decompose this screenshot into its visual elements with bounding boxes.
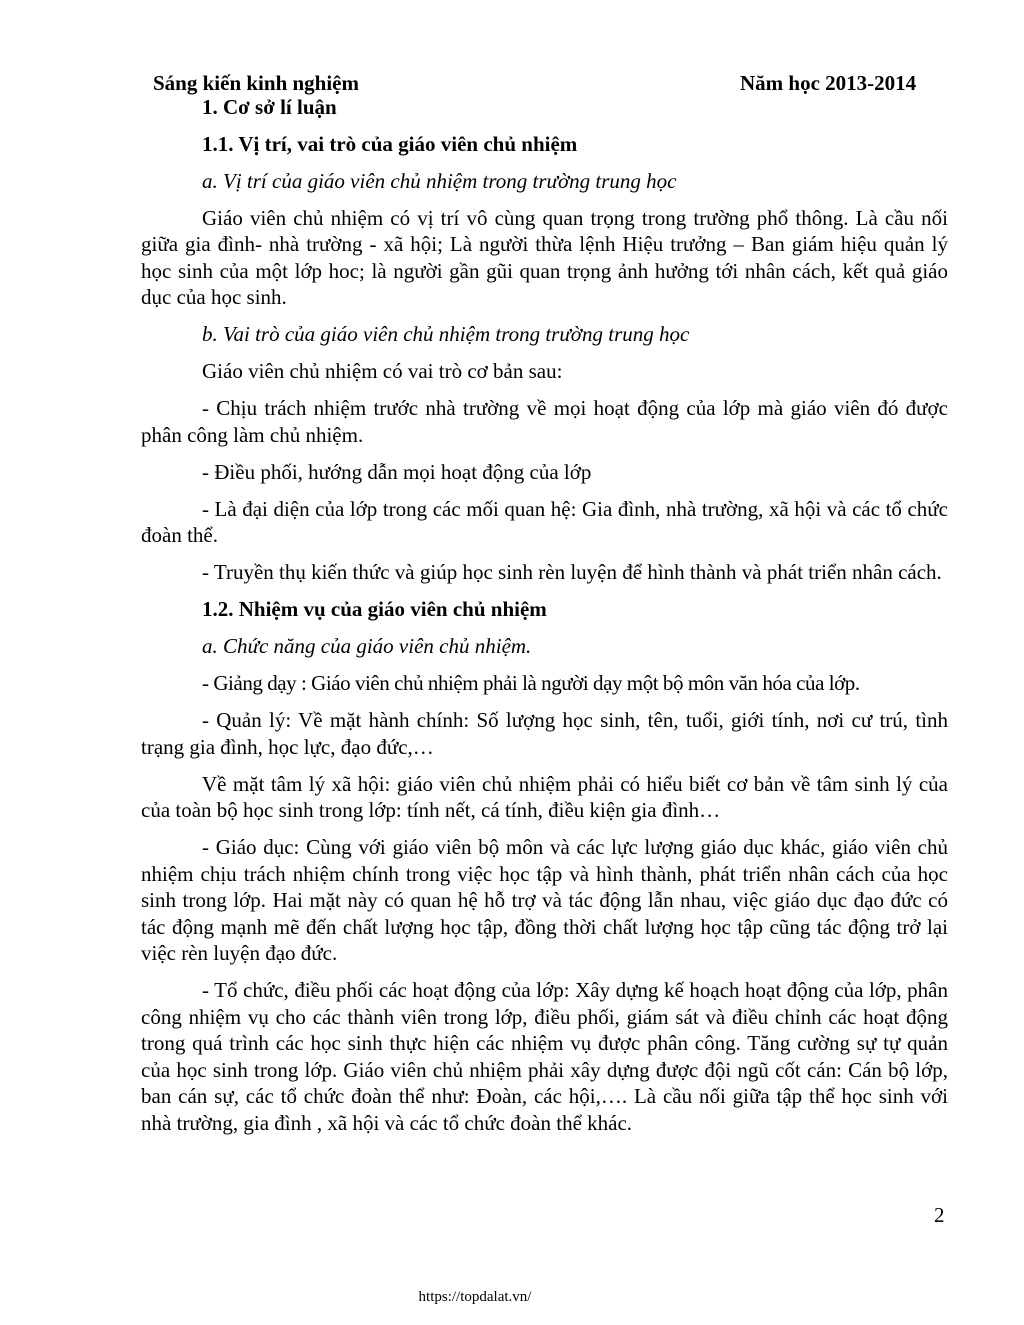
paragraph: - Tổ chức, điều phối các hoạt động của lớp: Xây dựng kế hoạch hoạt động của lớp, phân công nhiệm vụ cho các thành viên trong lớp, điều phối, giám sát và điều chỉnh các hoạt động trong quá trình các học sinh thực hiện các nhiệm vụ được phân công. Tăng cường sự tự quản của học sinh trong lớp. Giáo viên chủ nhiệm phải xây dựng được đội ngũ cốt cán: Cán bộ lớp, ban cán sự, các tổ chức đoàn thể như: Đoàn, các hội,…. Là cầu nối giữa tập thể học sinh với nhà trường, gia đình , xã hội và các tổ chức đoàn thể khác. [141, 978, 948, 1135]
paragraph: - Chịu trách nhiệm trước nhà trường về mọi hoạt động của lớp mà giáo viên đó được phân công làm chủ nhiệm. [141, 396, 948, 447]
italic-subheading: b. Vai trò của giáo viên chủ nhiệm trong trường trung học [202, 322, 690, 346]
section-heading: 1. Cơ sở lí luận [202, 95, 337, 119]
header-left-title: Sáng kiến kinh nghiệm [153, 71, 360, 95]
subsection-heading: 1.1. Vị trí, vai trò của giáo viên chủ nhiệm [202, 131, 578, 156]
paragraph: - Quản lý: Về mặt hành chính: Số lượng học sinh, tên, tuổi, giới tính, nơi cư trú, tình trạng gia đình, học lực, đạo đức,… [141, 708, 948, 759]
paragraph: - Là đại diện của lớp trong các mối quan hệ: Gia đình, nhà trường, xã hội và các tổ chức đoàn thể. [141, 496, 948, 547]
paragraph: Giáo viên chủ nhiệm có vị trí vô cùng quan trọng trong trường phổ thông. Là cầu nối giữa gia đình- nhà trường - xã hội; Là người thừa lệnh Hiệu trưởng – Ban giám hiệu quản lý học sinh của một lớp hoc; là người gần gũi quan trọng ảnh hưởng tới nhân cách, kết quả giáo dục của học sinh. [141, 205, 948, 309]
italic-subheading: a. Chức năng của giáo viên chủ nhiệm. [202, 634, 532, 658]
document-body [141, 94, 948, 1147]
subsection-heading: 1.2. Nhiệm vụ của giáo viên chủ nhiệm [202, 597, 547, 621]
header-right-year: Năm học 2013-2014 [740, 71, 917, 95]
paragraph: - Giáo dục: Cùng với giáo viên bộ môn và các lực lượng giáo dục khác, giáo viên chủ nhiệm chịu trách nhiệm chính trong việc học tập và hình thành, phát triển nhân cách của học sinh trong lớp. Hai mặt này có quan hệ hỗ trợ và tác động lẫn nhau, việc giáo dục đạo đức có tác động mạnh mẽ đến chất lượng học tập, đồng thời chất lượng học tập cũng tác động trở lại việc rèn luyện đạo đức. [141, 835, 948, 965]
paragraph: - Giảng dạy : Giáo viên chủ nhiệm phải là người dạy một bộ môn văn hóa của lớp. [202, 671, 860, 695]
page-number: 2 [934, 1203, 945, 1227]
paragraph: Về mặt tâm lý xã hội: giáo viên chủ nhiệm phải có hiểu biết cơ bản về tâm sinh lý của của toàn bộ học sinh trong lớp: tính nết, cá tính, điều kiện gia đình… [141, 771, 948, 822]
paragraph: - Điều phối, hướng dẫn mọi hoạt động của lớp [202, 459, 592, 484]
footer-url [0, 1288, 1024, 1306]
footer-link-text: https://topdalat.vn/ [418, 1289, 532, 1305]
italic-subheading: a. Vị trí của giáo viên chủ nhiệm trong trường trung học [202, 168, 677, 193]
paragraph: - Truyền thụ kiến thức và giúp học sinh rèn luyện để hình thành và phát triển nhân cách. [202, 560, 942, 584]
paragraph: Giáo viên chủ nhiệm có vai trò cơ bản sau: [202, 359, 563, 383]
